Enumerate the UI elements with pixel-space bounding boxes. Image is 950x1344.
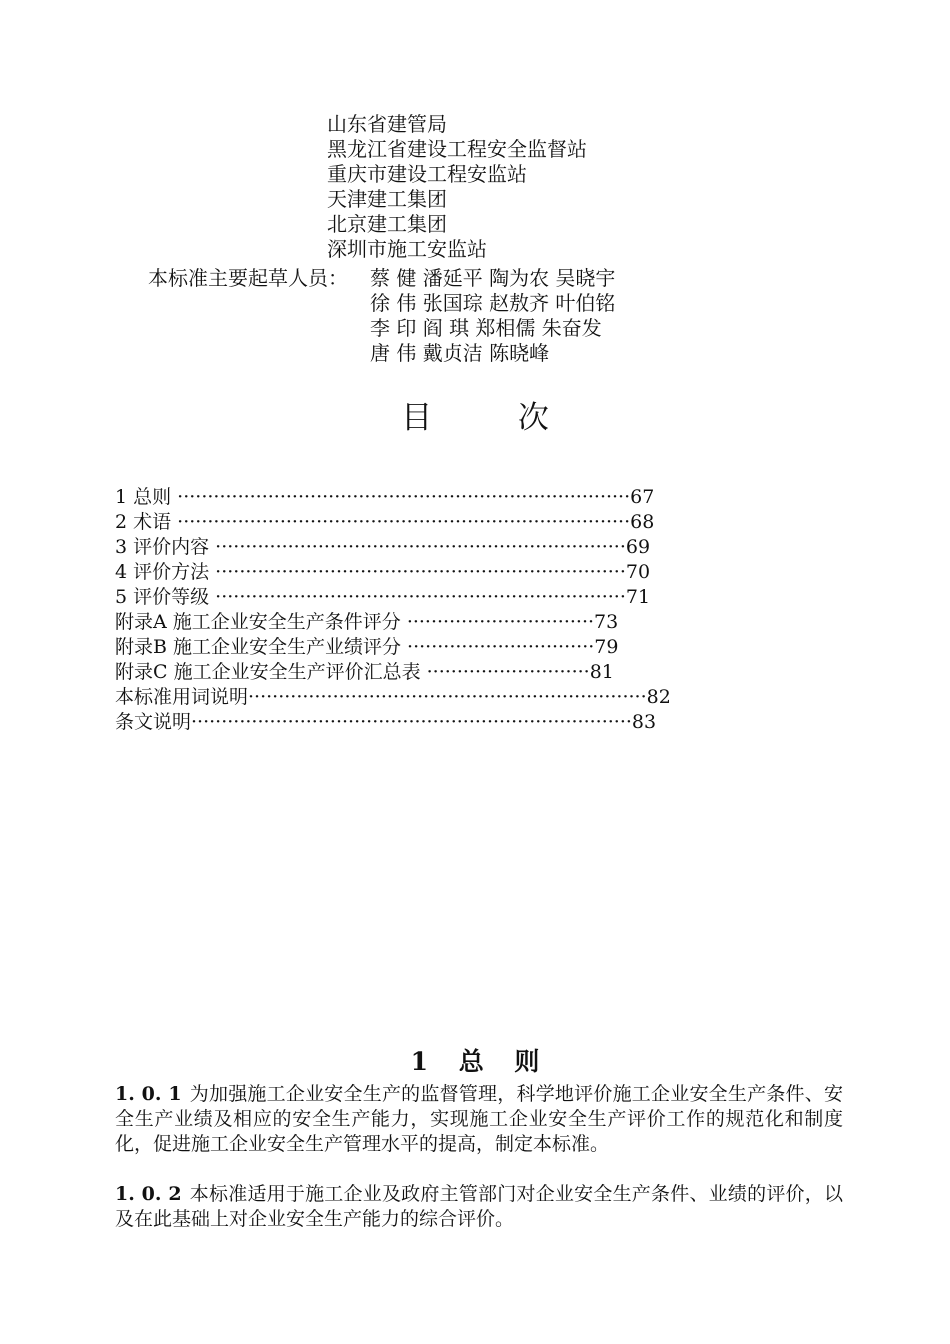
toc-entry[interactable] — [115, 485, 654, 510]
clause-number: 1. 0. 1 — [115, 1083, 182, 1105]
toc-entry[interactable] — [115, 535, 650, 560]
drafter-row: 蔡 健 潘延平 陶为农 吴晓宇 — [370, 266, 616, 290]
organization-item: 天津建工集团 — [327, 187, 447, 211]
toc-leader-dots: ···································································· — [215, 561, 626, 583]
organization-item: 山东省建管局 — [327, 112, 447, 136]
toc-entry[interactable] — [115, 635, 618, 660]
section-title: 1 总 则 — [410, 1047, 540, 1076]
toc-entry-label: 5 评价等级 — [115, 586, 216, 608]
drafters-label: 本标准主要起草人员： — [148, 266, 348, 290]
toc-entry-label: 本标准用词说明 — [115, 686, 249, 708]
organization-item: 黑龙江省建设工程安全监督站 — [327, 137, 587, 161]
toc-entry[interactable] — [115, 510, 654, 535]
toc-entry[interactable] — [115, 685, 671, 710]
toc-entry-label: 3 评价内容 — [115, 536, 216, 558]
toc-entry-page: 69 — [625, 536, 651, 558]
drafter-row: 徐 伟 张国琮 赵敖齐 叶伯铭 — [370, 291, 616, 315]
organization-item: 北京建工集团 — [327, 212, 447, 236]
toc-leader-dots: ··········································································· — [177, 511, 631, 533]
toc-entry-page: 83 — [631, 711, 657, 733]
toc-entry-page: 70 — [625, 561, 651, 583]
toc-entry-page: 68 — [630, 511, 655, 533]
clause-text: 为加强施工企业安全生产的监督管理，科学地评价施工企业安全生产条件、安全生产业绩及相应的安全生产能力，实现施工企业安全生产评价工作的规范化和制度化，促进施工企业安全生产管理水平的提高，制定本标准。 — [115, 1083, 843, 1155]
drafter-row: 李 印 阎 琪 郑相儒 朱奋发 — [370, 316, 602, 340]
toc-entry[interactable] — [115, 710, 656, 735]
toc-leader-dots: ···································································· — [215, 586, 626, 608]
toc-leader-dots: ·································································· — [248, 686, 647, 708]
toc-entry[interactable] — [115, 610, 618, 635]
toc-entry[interactable] — [115, 560, 650, 585]
toc-leader-dots: ······························· — [407, 636, 595, 658]
organization-item: 深圳市施工安监站 — [327, 237, 487, 261]
toc-entry-page: 79 — [594, 636, 619, 658]
toc-leader-dots: ··························· — [426, 661, 590, 683]
drafter-row: 唐 伟 戴贞洁 陈晓峰 — [370, 341, 550, 365]
toc-entry[interactable] — [115, 585, 650, 610]
toc-entry-page: 81 — [589, 661, 614, 683]
toc-entry-label: 附录B 施工企业安全生产业绩评分 — [115, 636, 408, 658]
clause-text: 本标准适用于施工企业及政府主管部门对企业安全生产条件、业绩的评价，以及在此基础上对企业安全生产能力的综合评价。 — [115, 1183, 843, 1230]
toc-entry-label: 1 总则 — [115, 486, 178, 508]
clause-paragraph — [115, 1182, 843, 1232]
toc-entry-label: 4 评价方法 — [115, 561, 216, 583]
toc-entry-page: 71 — [625, 586, 651, 608]
clause-paragraph — [115, 1082, 843, 1157]
clause-number: 1. 0. 2 — [115, 1183, 182, 1205]
toc-entry-label: 2 术语 — [115, 511, 178, 533]
toc-leader-dots: ···································································· — [215, 536, 626, 558]
toc-leader-dots: ········································································· — [191, 711, 632, 733]
toc-entry-label: 条文说明 — [115, 711, 192, 733]
organization-item: 重庆市建设工程安监站 — [327, 162, 527, 186]
toc-entry[interactable] — [115, 660, 614, 685]
toc-entry-label: 附录C 施工企业安全生产评价汇总表 — [115, 661, 427, 683]
toc-entry-page: 82 — [646, 686, 671, 708]
toc-entry-page: 73 — [594, 611, 619, 633]
toc-leader-dots: ··········································································· — [177, 486, 631, 508]
toc-leader-dots: ······························· — [406, 611, 595, 633]
toc-entry-label: 附录A 施工企业安全生产条件评分 — [115, 611, 407, 633]
toc-title: 目 次 — [401, 400, 587, 436]
toc-entry-page: 67 — [630, 486, 655, 508]
